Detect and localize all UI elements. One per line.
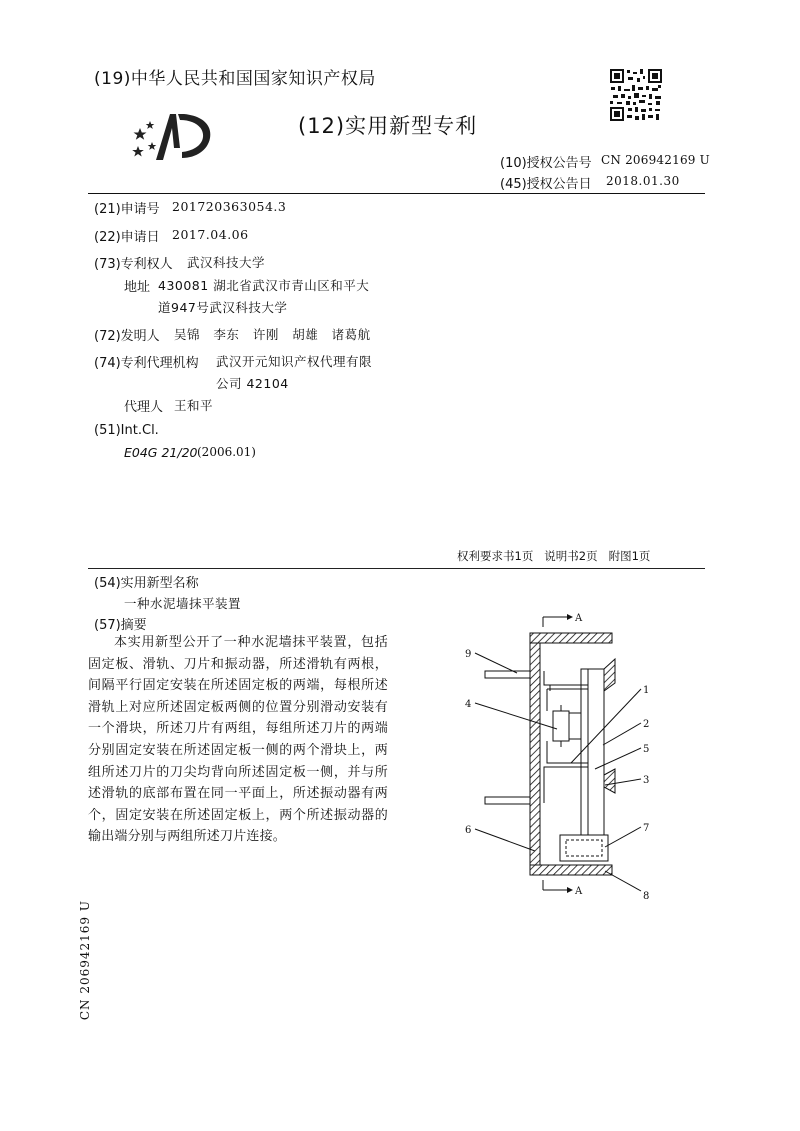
application-number-label: (21)申请号 bbox=[94, 202, 160, 217]
int-cl-version: (2006.01) bbox=[197, 445, 256, 459]
figure-label-3: 3 bbox=[643, 775, 650, 786]
address-line-2: 道947号武汉科技大学 bbox=[158, 300, 288, 315]
header-divider bbox=[88, 193, 705, 194]
section-marker-bottom: A bbox=[575, 886, 583, 897]
inventors-label: (72)发明人 bbox=[94, 329, 160, 344]
abstract-drawing bbox=[455, 605, 685, 905]
patentee-label: (73)专利权人 bbox=[94, 257, 173, 272]
int-cl-code: E04G 21/20 bbox=[124, 445, 198, 460]
int-cl-label: (51)Int.Cl. bbox=[94, 423, 159, 438]
abstract-text bbox=[88, 632, 388, 848]
address-label: 地址 bbox=[124, 280, 151, 295]
figure-label-9: 9 bbox=[465, 649, 472, 660]
publication-date: 2018.01.30 bbox=[606, 174, 680, 188]
agent: 王和平 bbox=[174, 398, 214, 413]
office-logo bbox=[130, 108, 216, 170]
agency-line-1: 武汉开元知识产权代理有限 bbox=[216, 354, 373, 369]
figure-label-7: 7 bbox=[643, 823, 650, 834]
utility-model-title-label: (54)实用新型名称 bbox=[94, 576, 199, 591]
figure-label-5: 5 bbox=[643, 744, 650, 755]
agency-label: (74)专利代理机构 bbox=[94, 356, 199, 371]
agent-label: 代理人 bbox=[124, 400, 164, 415]
application-date: 2017.04.06 bbox=[172, 227, 249, 242]
pages-divider bbox=[88, 568, 705, 569]
patentee: 武汉科技大学 bbox=[187, 255, 266, 270]
qr-code bbox=[609, 68, 663, 122]
figure-label-8: 8 bbox=[643, 891, 650, 902]
inventors: 吴锦 李东 许刚 胡雄 诸葛航 bbox=[174, 327, 371, 342]
document-type: (12)实用新型专利 bbox=[298, 114, 478, 138]
figure-label-4: 4 bbox=[465, 699, 472, 710]
address-line-1: 430081 湖北省武汉市青山区和平大 bbox=[158, 278, 370, 293]
agency-line-2: 公司 42104 bbox=[216, 376, 289, 391]
section-marker-top: A bbox=[575, 613, 583, 624]
pages-info: 权利要求书1页 说明书2页 附图1页 bbox=[457, 549, 651, 563]
abstract-label: (57)摘要 bbox=[94, 618, 147, 633]
abstract-paragraph: 本实用新型公开了一种水泥墙抹平装置，包括固定板、滑轨、刀片和振动器，所述滑轨有两根，间隔平行固定安装在所述固定板的两端，每根所述滑轨上对应所述固定板两侧的位置分别滑动安装有一个滑块，所述刀片有两组，每组所述刀片的两端分别固定安装在所述固定板一侧的两个滑块上，两组所述刀片的刀尖均背向所述固定板一侧，并与所述滑轨的底部布置在同一平面上，所述振动器有两个，固定安装在所述固定板上，两个所述振动器的输出端分别与两组所述刀片连接。 bbox=[88, 635, 388, 845]
figure-label-2: 2 bbox=[643, 719, 650, 730]
office-title: (19)中华人民共和国国家知识产权局 bbox=[94, 69, 376, 89]
publication-number-label: (10)授权公告号 bbox=[500, 156, 592, 171]
application-date-label: (22)申请日 bbox=[94, 230, 160, 245]
utility-model-title: 一种水泥墙抹平装置 bbox=[124, 596, 242, 611]
publication-number: CN 206942169 U bbox=[601, 153, 710, 167]
figure-label-6: 6 bbox=[465, 825, 472, 836]
application-number: 201720363054.3 bbox=[172, 199, 287, 214]
side-publication-number: CN 206942169 U bbox=[78, 900, 92, 1021]
publication-date-label: (45)授权公告日 bbox=[500, 177, 592, 192]
figure-label-1: 1 bbox=[643, 685, 650, 696]
